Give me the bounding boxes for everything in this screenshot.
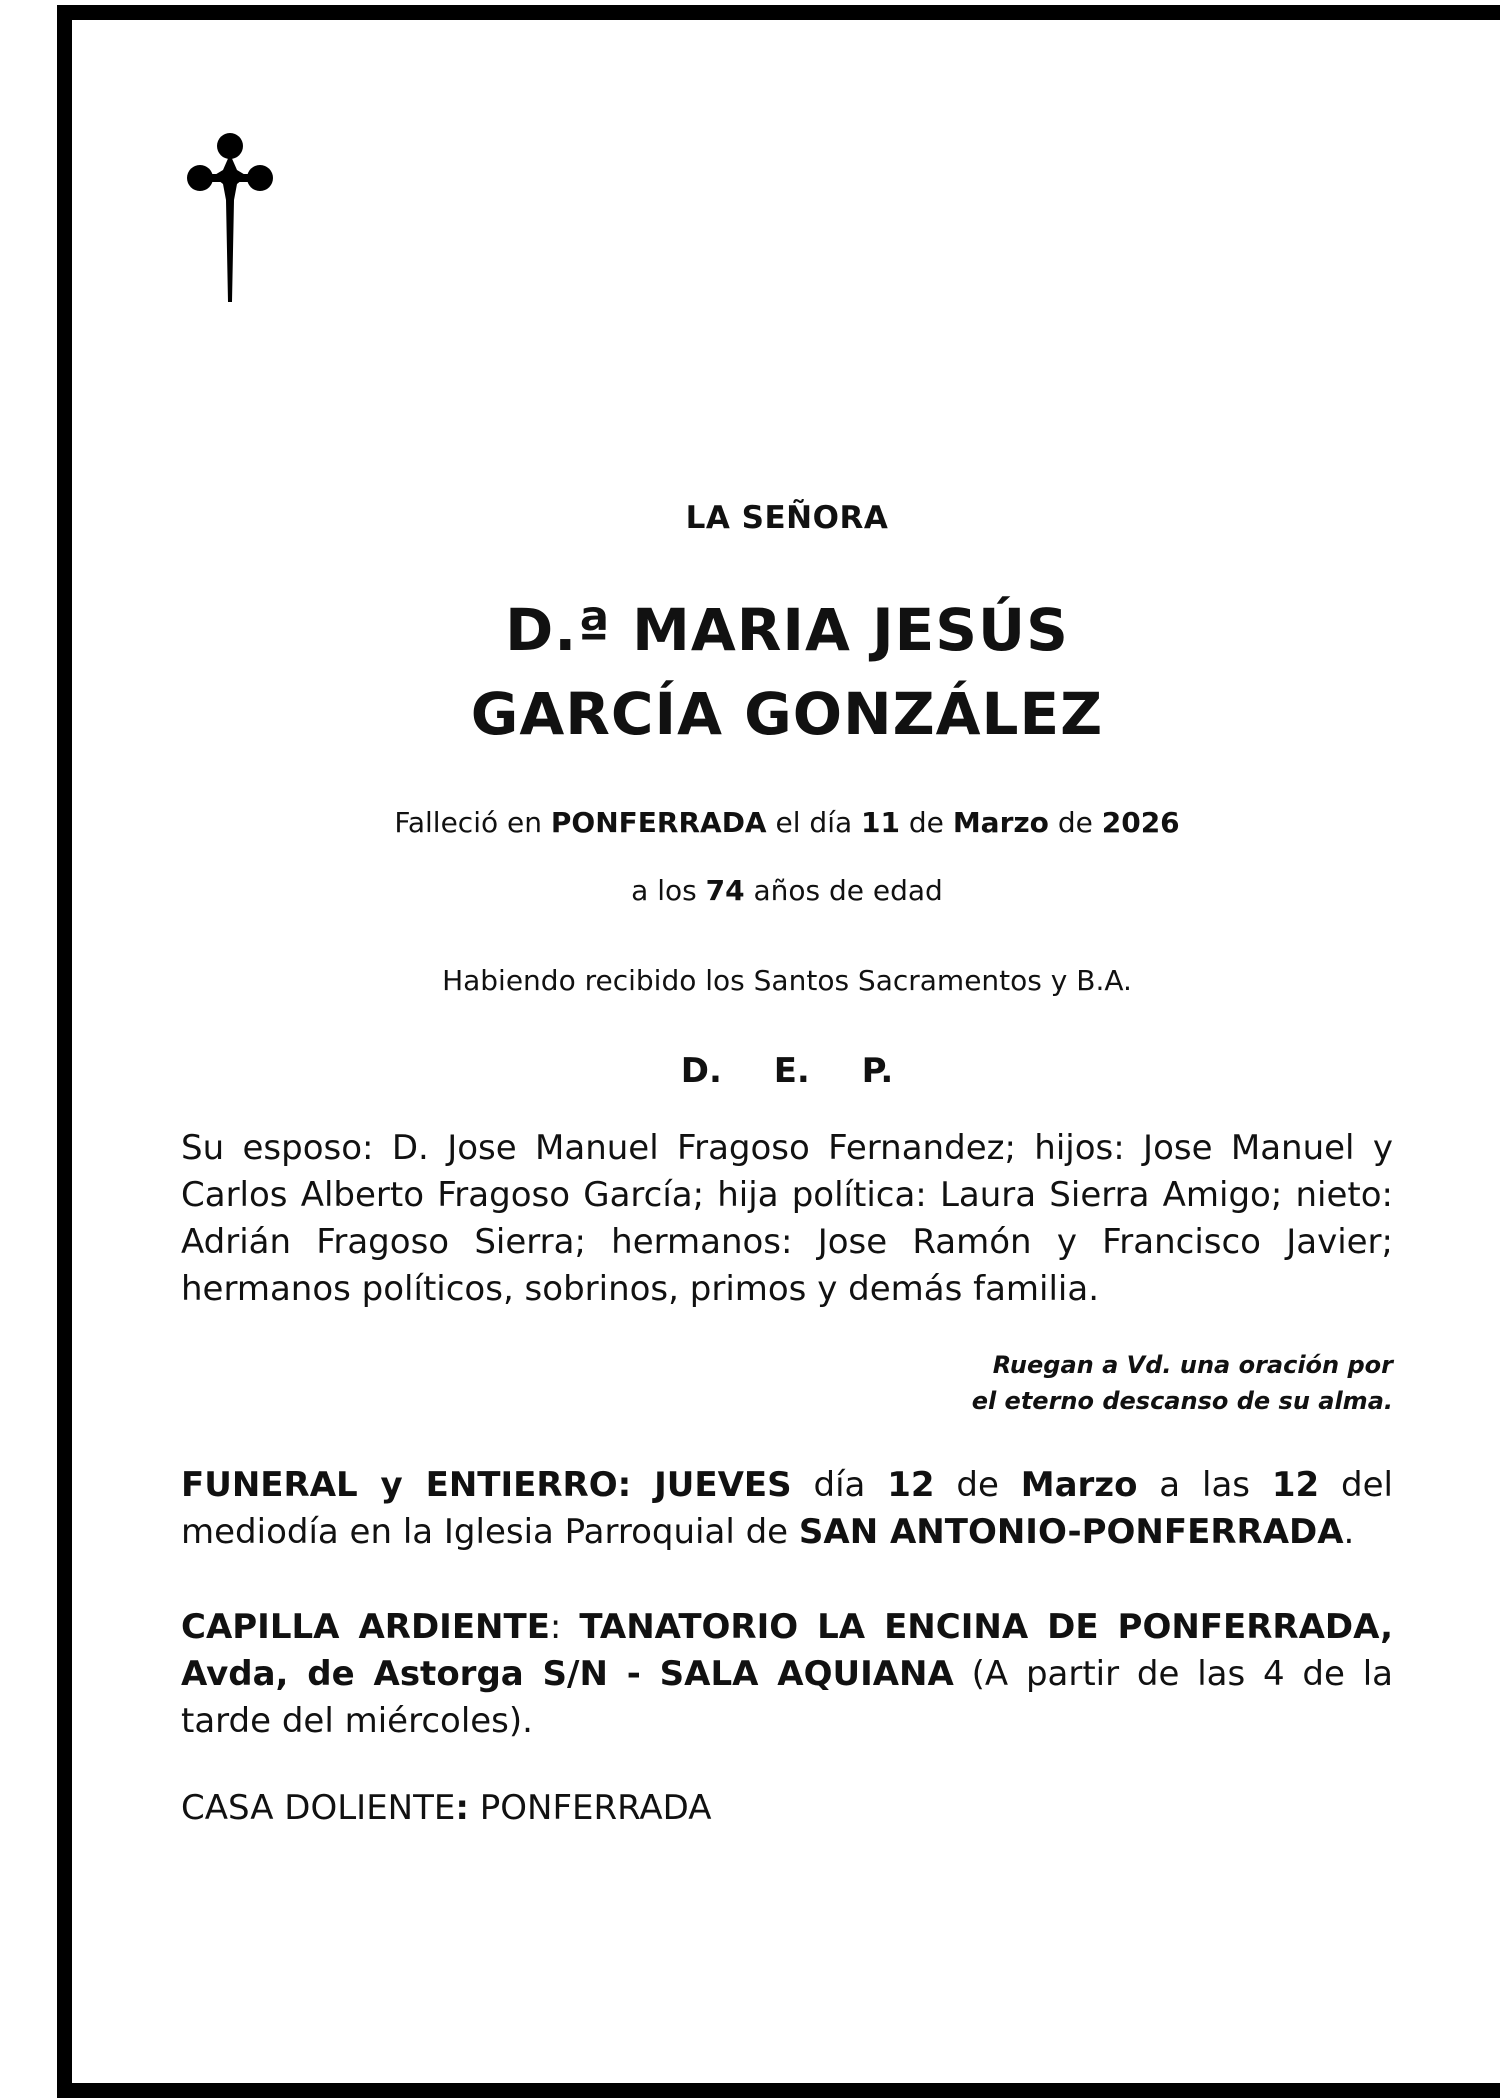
prayer-request	[181, 1347, 1393, 1419]
funeral-label: FUNERAL y ENTIERRO: JUEVES	[181, 1465, 792, 1505]
death-text: Falleció en	[394, 806, 551, 839]
age-text: años de edad	[744, 874, 943, 907]
house-line	[181, 1785, 1393, 1832]
death-text: de	[1048, 806, 1102, 839]
death-year: 2026	[1101, 806, 1180, 839]
house-label: CASA DOLIENTE	[181, 1788, 456, 1828]
funeral-text: de	[934, 1465, 1021, 1505]
age-line	[181, 874, 1393, 907]
prayer-line-2: el eterno descanso de su alma.	[971, 1387, 1393, 1415]
funeral-church: SAN ANTONIO-PONFERRADA	[798, 1512, 1344, 1552]
funeral-hour: 12	[1271, 1465, 1320, 1505]
chapel-place: TANATORIO LA ENCINA DE PONFERRADA, Avda, de Astorga S/N - SALA AQUIANA	[181, 1607, 1394, 1694]
death-day: 11	[861, 806, 900, 839]
name-line-2: GARCÍA GONZÁLEZ	[470, 680, 1104, 748]
age-text: a los	[631, 874, 706, 907]
prayer-line-1: Ruegan a Vd. una oración por	[992, 1351, 1393, 1379]
death-month: Marzo	[952, 806, 1049, 839]
death-place: PONFERRADA	[550, 806, 767, 839]
funeral-text: día	[791, 1465, 888, 1505]
house-separator: :	[455, 1788, 469, 1828]
death-line	[181, 806, 1393, 839]
name-line-1: D.ª MARIA JESÚS	[505, 596, 1069, 664]
chapel-note: (A partir de las 4 de la tarde del miércoles).	[181, 1654, 1393, 1741]
funeral-text: a las	[1137, 1465, 1272, 1505]
chapel-separator: :	[549, 1607, 580, 1647]
funeral-day: 12	[887, 1465, 935, 1505]
chapel-label: CAPILLA ARDIENTE	[181, 1607, 550, 1647]
death-text: de	[900, 806, 953, 839]
funeral-month: Marzo	[1020, 1465, 1138, 1505]
age-years: 74	[705, 874, 745, 907]
death-text: el día	[766, 806, 862, 839]
deceased-name	[181, 588, 1393, 756]
funeral-text: .	[1343, 1512, 1355, 1552]
cross-icon	[185, 130, 275, 305]
sacraments-line: Habiendo recibido los Santos Sacramentos y B.A.	[442, 964, 1132, 997]
heading: LA SEÑORA	[685, 500, 889, 536]
funeral-paragraph	[181, 1462, 1393, 1556]
house-value: PONFERRADA	[468, 1788, 712, 1828]
chapel-paragraph	[181, 1604, 1393, 1745]
dep-line: D. E. P.	[680, 1051, 894, 1091]
family-paragraph: Su esposo: D. Jose Manuel Fragoso Fernandez; hijos: Jose Manuel y Carlos Alberto Fragoso García; hija política: Laura Sierra Amigo; nieto: Adrián Fragoso Sierra; hermanos: Jose Ramón y Francisco Javier; hermanos políticos, sobrinos, primos y demás familia.	[181, 1128, 1393, 1309]
funeral-text: del mediodía en la Iglesia Parroquial de	[181, 1465, 1393, 1552]
